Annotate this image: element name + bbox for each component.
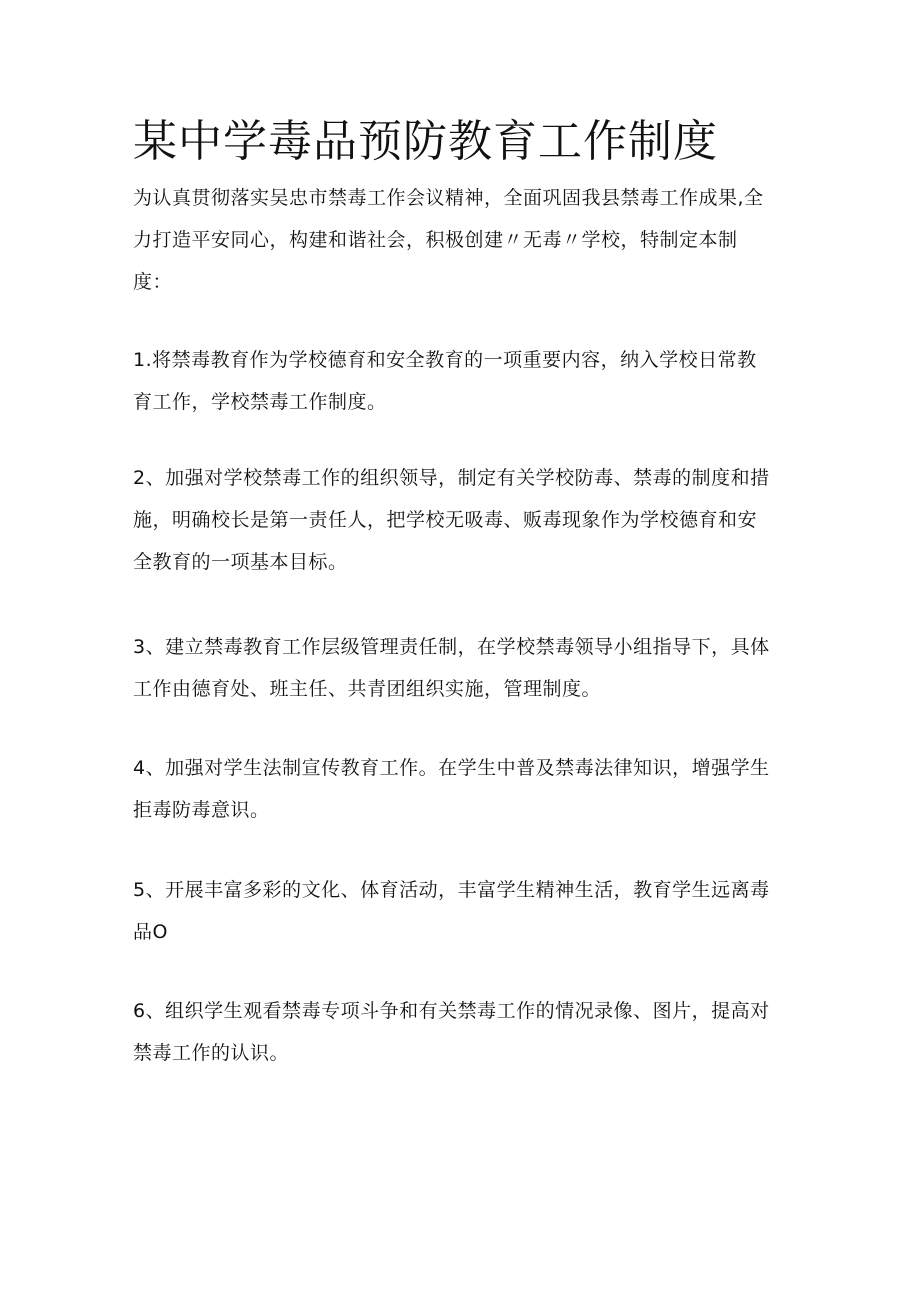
rule-line: 品O bbox=[133, 921, 168, 943]
rule-line: 全教育的一项基本目标。 bbox=[133, 551, 348, 573]
intro-line: 为认真贯彻落实吴忠市禁毒工作会议精神，全面巩固我县禁毒工作成果,全 bbox=[133, 187, 764, 209]
document-title: 某中学毒品预防教育工作制度 bbox=[133, 116, 718, 167]
rule-line: 6、组织学生观看禁毒专项斗争和有关禁毒工作的情况录像、图片，提高对 bbox=[133, 1000, 770, 1022]
rule-item-5 bbox=[133, 869, 793, 953]
rule-item-2 bbox=[133, 457, 793, 583]
rule-item-4 bbox=[133, 747, 793, 831]
rule-line: 4、加强对学生法制宣传教育工作。在学生中普及禁毒法律知识，增强学生 bbox=[133, 757, 770, 779]
rule-line: 5、开展丰富多彩的文化、体育活动，丰富学生精神生活，教育学生远离毒 bbox=[133, 879, 770, 901]
rule-line: 施，明确校长是第一责任人，把学校无吸毒、贩毒现象作为学校德育和安 bbox=[133, 509, 758, 531]
rule-item-1 bbox=[133, 339, 793, 423]
rule-item-3 bbox=[133, 626, 793, 710]
rule-line: 2、加强对学校禁毒工作的组织领导，制定有关学校防毒、禁毒的制度和措 bbox=[133, 467, 770, 489]
intro-line: 力打造平安同心，构建和谐社会，积极创建〃无毒〃学校，特制定本制 bbox=[133, 229, 738, 251]
rule-line: 拒毒防毒意识。 bbox=[133, 799, 270, 821]
rule-line: 育工作，学校禁毒工作制度。 bbox=[133, 391, 387, 413]
rule-line: 工作由德育处、班主任、共青团组织实施，管理制度。 bbox=[133, 678, 602, 700]
rule-line: 1.将禁毒教育作为学校德育和安全教育的一项重要内容，纳入学校日常教 bbox=[133, 349, 757, 371]
rule-item-6 bbox=[133, 990, 793, 1074]
intro-line: 度： bbox=[133, 271, 173, 293]
rule-line: 3、建立禁毒教育工作层级管理责任制，在学校禁毒领导小组指导下，具体 bbox=[133, 636, 770, 658]
intro-paragraph bbox=[133, 177, 793, 303]
rule-line: 禁毒工作的认识。 bbox=[133, 1042, 290, 1064]
